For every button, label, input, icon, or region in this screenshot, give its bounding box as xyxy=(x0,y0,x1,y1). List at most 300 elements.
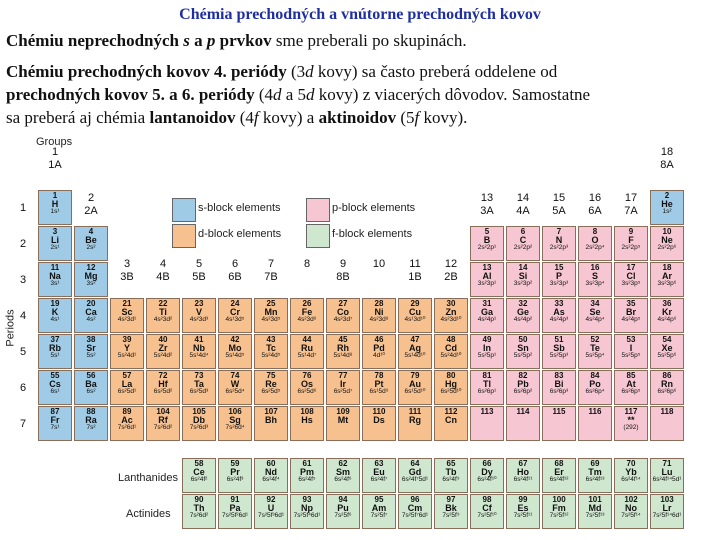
element-number: 59 xyxy=(230,459,240,468)
element-number: 90 xyxy=(194,495,204,504)
element-Be xyxy=(74,226,108,261)
element-symbol: Db xyxy=(193,415,205,425)
element-I xyxy=(614,334,648,369)
group-number-16 xyxy=(578,192,612,218)
element-config: 3s²3p³ xyxy=(549,280,569,287)
element-symbol: Mo xyxy=(228,343,242,353)
element-config: 5s²5p⁴ xyxy=(585,352,605,359)
group-number-8 xyxy=(290,258,324,271)
element-Po xyxy=(578,370,612,405)
element-Cn xyxy=(434,406,468,441)
element-config: 6s²4f¹⁰ xyxy=(477,476,497,483)
element-number: 112 xyxy=(444,407,458,416)
element-symbol: Hg xyxy=(445,379,457,389)
element-symbol: Ge xyxy=(516,307,529,317)
element-symbol: Lu xyxy=(661,467,673,477)
element-number: 91 xyxy=(230,495,240,504)
groups-label: Groups xyxy=(36,136,73,148)
element-number: 105 xyxy=(192,407,206,416)
element-symbol: H xyxy=(51,199,59,209)
element-config: 5s² xyxy=(86,352,96,359)
legend-f-label: f-block elements xyxy=(332,228,413,240)
element-symbol: Mg xyxy=(84,271,98,281)
element-number: 27 xyxy=(338,299,348,308)
element-symbol: Ar xyxy=(661,271,672,281)
element-symbol: Yb xyxy=(625,467,637,477)
element-Th xyxy=(182,494,216,529)
element-Ni xyxy=(362,298,396,333)
element-number: 29 xyxy=(410,299,420,308)
element-number: 12 xyxy=(86,263,96,272)
element-Sg xyxy=(218,406,252,441)
period-number-6: 6 xyxy=(20,382,27,394)
element-config: 6s²4f¹¹ xyxy=(513,476,533,483)
element-number: 49 xyxy=(482,335,492,344)
element-113 xyxy=(470,406,504,441)
element-number: 36 xyxy=(662,299,672,308)
element-config: 4s²3d⁶ xyxy=(297,316,317,323)
group-label-18-0: 18 xyxy=(660,146,674,158)
element-H xyxy=(38,190,72,225)
element-B xyxy=(470,226,504,261)
legend-s-swatch xyxy=(172,198,196,222)
period-number-1: 1 xyxy=(20,202,27,214)
element-symbol: C xyxy=(519,235,527,245)
element-number: 66 xyxy=(482,459,492,468)
element-Pb xyxy=(506,370,540,405)
element-number: 69 xyxy=(590,459,600,468)
element-Fr xyxy=(38,406,72,441)
element-symbol: Hf xyxy=(158,379,168,389)
group-label-13-0: 13 xyxy=(480,192,494,204)
element-number: 110 xyxy=(372,407,386,416)
element-number: 114 xyxy=(516,407,530,416)
element-number: 33 xyxy=(554,299,564,308)
slide-title: Chémia prechodných a vnútorne prechodných kovov xyxy=(179,6,541,23)
element-Mg xyxy=(74,262,108,297)
group-number-1 xyxy=(38,146,72,172)
element-config: 7s²6d² xyxy=(153,424,173,431)
element-number: 68 xyxy=(554,459,564,468)
element-Au xyxy=(398,370,432,405)
element-Ra xyxy=(74,406,108,441)
group-number-3 xyxy=(110,258,144,284)
element-config: 5s²5p² xyxy=(513,352,533,359)
element-Mo xyxy=(218,334,252,369)
element-symbol: Hs xyxy=(301,415,313,425)
element-symbol: Ru xyxy=(301,343,313,353)
group-number-7 xyxy=(254,258,288,284)
group-number-6 xyxy=(218,258,252,284)
element-Nd xyxy=(254,458,288,493)
element-config: 7s²5f¹¹ xyxy=(513,512,533,519)
element-config: 5s²5p⁶ xyxy=(657,352,677,359)
element-Tb xyxy=(434,458,468,493)
element-number: 22 xyxy=(158,299,168,308)
element-symbol: V xyxy=(195,307,202,317)
element-config: 7s²5f⁹ xyxy=(442,512,460,519)
element-number: 99 xyxy=(518,495,528,504)
element-symbol: Ca xyxy=(85,307,97,317)
group-number-9 xyxy=(326,258,360,284)
group-label-7-0: 7 xyxy=(267,258,275,270)
element-O xyxy=(578,226,612,261)
element-symbol: Sm xyxy=(335,467,350,477)
element-115 xyxy=(542,406,576,441)
element-Dy xyxy=(470,458,504,493)
group-label-11-0: 11 xyxy=(409,258,421,270)
element-number: 14 xyxy=(518,263,528,272)
element-config: 5s²4d⁵ xyxy=(261,352,281,359)
element-number: 75 xyxy=(266,371,276,380)
element-config: 6s²4f¹³ xyxy=(585,476,605,483)
element-config: 2s¹ xyxy=(50,244,60,251)
element-Nb xyxy=(182,334,216,369)
element-number: 95 xyxy=(374,495,384,504)
element-number: 65 xyxy=(446,459,456,468)
element-number: 111 xyxy=(408,407,422,416)
element-Ge xyxy=(506,298,540,333)
element-config: 6s²6p² xyxy=(513,388,533,395)
element-config: 5s¹4d⁸ xyxy=(333,352,353,359)
element-symbol: Te xyxy=(590,343,600,353)
element-config: 6s²4f⁹ xyxy=(442,476,460,483)
element-symbol: P xyxy=(555,271,562,281)
legend-d-label: d-block elements xyxy=(198,228,282,240)
element-F xyxy=(614,226,648,261)
element-symbol: Pb xyxy=(517,379,529,389)
group-number-10 xyxy=(362,258,396,271)
p4-g: (5 xyxy=(396,108,415,127)
element-Hs xyxy=(290,406,324,441)
element-In xyxy=(470,334,504,369)
element-config: 1s² xyxy=(662,208,672,215)
element-Fm xyxy=(542,494,576,529)
group-label-17-0: 17 xyxy=(624,192,638,204)
element-number: 53 xyxy=(626,335,636,344)
element-number: 87 xyxy=(50,407,60,416)
element-number: 63 xyxy=(374,459,384,468)
element-Cr xyxy=(218,298,252,333)
element-number: 4 xyxy=(88,227,94,236)
element-symbol: Nb xyxy=(193,343,205,353)
element-number: 107 xyxy=(264,407,278,416)
element-number: 81 xyxy=(482,371,492,380)
element-number: 78 xyxy=(374,371,384,380)
element-symbol: Pu xyxy=(337,503,349,513)
element-number: 83 xyxy=(554,371,564,380)
element-symbol: Ta xyxy=(194,379,204,389)
element-number: 104 xyxy=(156,407,170,416)
element-symbol: Ga xyxy=(480,307,493,317)
element-symbol: Be xyxy=(85,235,97,245)
group-label-17-1: 7A xyxy=(624,205,638,217)
element-config: 4s¹3d⁵ xyxy=(225,316,245,323)
element-config: 4s²3d⁵ xyxy=(261,316,281,323)
period-number-7: 7 xyxy=(20,418,27,430)
p1-e: prvkov xyxy=(215,31,272,50)
group-label-3-1: 3B xyxy=(120,271,134,283)
element-symbol: Tl xyxy=(483,379,491,389)
element-symbol: Rb xyxy=(49,343,61,353)
element-symbol: Sb xyxy=(553,343,565,353)
element-config: 5s¹4d⁵ xyxy=(225,352,245,359)
element-number: 94 xyxy=(338,495,348,504)
element-Sm xyxy=(326,458,360,493)
element-number: 9 xyxy=(628,227,634,236)
element-number: 37 xyxy=(50,335,60,344)
element-U xyxy=(254,494,288,529)
element-Yb xyxy=(614,458,648,493)
element-config: 6s¹ xyxy=(50,388,60,395)
element-number: 108 xyxy=(300,407,314,416)
legend-p-swatch xyxy=(306,198,330,222)
element-symbol: Mn xyxy=(264,307,278,317)
element-config: 5s²5p³ xyxy=(549,352,569,359)
element-He xyxy=(650,190,684,225)
element-symbol: Tb xyxy=(445,467,457,477)
p3-a: prechodných kovov 5. a 6. periódy xyxy=(6,85,255,104)
element-config: 4s²4p⁶ xyxy=(657,316,677,323)
element-number: 52 xyxy=(590,335,600,344)
element-Bi xyxy=(542,370,576,405)
element-Zr xyxy=(146,334,180,369)
element-Cs xyxy=(38,370,72,405)
element-Pm xyxy=(290,458,324,493)
element-number: 64 xyxy=(410,459,420,468)
element-number: 21 xyxy=(122,299,132,308)
element-number: 25 xyxy=(266,299,276,308)
element-config: 5s²4d² xyxy=(153,352,173,359)
element-number: 62 xyxy=(338,459,348,468)
element-config: 2s²2p⁶ xyxy=(657,244,677,251)
element-number: 113 xyxy=(480,407,494,416)
element-config: 2s²2p¹ xyxy=(477,244,497,251)
element-Li xyxy=(38,226,72,261)
element-config: 4s¹3d¹⁰ xyxy=(404,316,426,323)
element-symbol: Sr xyxy=(86,343,96,353)
group-label-7-1: 7B xyxy=(264,271,278,283)
element-config: 3s²3p² xyxy=(513,280,533,287)
element-Xe xyxy=(650,334,684,369)
element-config: 4s²3d³ xyxy=(189,316,209,323)
element-symbol: Dy xyxy=(481,467,493,477)
element-number: 47 xyxy=(410,335,420,344)
element-Se xyxy=(578,298,612,333)
legend-d-swatch xyxy=(172,224,196,248)
element-Re xyxy=(254,370,288,405)
p3-m: a 5 xyxy=(281,85,307,104)
element-config: 7s²5f¹⁴6d¹ xyxy=(652,512,682,519)
element-symbol: Pd xyxy=(373,343,385,353)
element-number: 44 xyxy=(302,335,312,344)
element-config: 6s²5d¹⁰ xyxy=(440,388,462,395)
p2-rest: (3 xyxy=(286,62,306,81)
p3-e: kovy) z viacerých dôvodov. Samostatne xyxy=(314,85,591,104)
element-number: 38 xyxy=(86,335,96,344)
element-number: 5 xyxy=(484,227,490,236)
group-label-16-0: 16 xyxy=(588,192,602,204)
element-symbol: Ag xyxy=(409,343,421,353)
element-number: 17 xyxy=(626,263,636,272)
element-config: 6s²4f² xyxy=(190,476,208,483)
element-As xyxy=(542,298,576,333)
element-config: 7s²5f⁶ xyxy=(334,512,352,519)
element-config: 6s²4f⁵ xyxy=(298,476,316,483)
element-number: 39 xyxy=(122,335,132,344)
element-config: 6s²5d⁵ xyxy=(261,388,281,395)
element-N xyxy=(542,226,576,261)
group-label-15-1: 5A xyxy=(552,205,566,217)
element-Cd xyxy=(434,334,468,369)
element-config: 3s²3p⁴ xyxy=(585,280,605,287)
element-S xyxy=(578,262,612,297)
element-Lr xyxy=(650,494,684,529)
element-config: 6s²4f⁶ xyxy=(334,476,352,483)
element-symbol: Fm xyxy=(552,503,566,513)
element-symbol: Nd xyxy=(265,467,277,477)
element-config: 7s²6d⁴ xyxy=(225,424,245,431)
element-symbol: Se xyxy=(589,307,601,317)
element-symbol: As xyxy=(553,307,565,317)
p3-d2: d xyxy=(306,85,315,104)
element-symbol: Os xyxy=(300,379,313,389)
element-number: 70 xyxy=(626,459,636,468)
element-number: 102 xyxy=(624,495,638,504)
element-symbol: Br xyxy=(625,307,636,317)
element-config: 4s²4p¹ xyxy=(477,316,497,323)
element-symbol: Ir xyxy=(339,379,346,389)
element-No xyxy=(614,494,648,529)
lanthanides-label: Lanthanides xyxy=(118,472,178,484)
element-Sc xyxy=(110,298,144,333)
element-** xyxy=(614,406,648,441)
group-label-12-0: 12 xyxy=(444,258,458,270)
element-number: 6 xyxy=(520,227,526,236)
element-config: 5s¹4d⁷ xyxy=(297,352,317,359)
element-number: 92 xyxy=(266,495,276,504)
element-Mn xyxy=(254,298,288,333)
element-number: 98 xyxy=(482,495,492,504)
group-label-9-0: 9 xyxy=(339,258,347,270)
element-Hg xyxy=(434,370,468,405)
element-config: 6s²5d² xyxy=(153,388,173,395)
p4-f1: f xyxy=(253,108,259,127)
element-symbol: No xyxy=(625,503,637,513)
element-symbol: Ni xyxy=(374,307,384,317)
element-Os xyxy=(290,370,324,405)
element-config: 6s²5d⁶ xyxy=(297,388,317,395)
element-number: 72 xyxy=(158,371,168,380)
element-Md xyxy=(578,494,612,529)
element-Co xyxy=(326,298,360,333)
element-number: 79 xyxy=(410,371,420,380)
element-Sn xyxy=(506,334,540,369)
element-number: 74 xyxy=(230,371,240,380)
element-number: 89 xyxy=(122,407,132,416)
element-number: 19 xyxy=(50,299,60,308)
element-number: 77 xyxy=(338,371,348,380)
element-config: 5s²4d¹ xyxy=(117,352,137,359)
element-config: 4s²4p⁴ xyxy=(585,316,605,323)
element-La xyxy=(110,370,144,405)
element-config: 3s¹ xyxy=(50,280,60,287)
group-label-2-0: 2 xyxy=(87,192,95,204)
element-number: 1 xyxy=(52,191,58,200)
group-number-17 xyxy=(614,192,648,218)
element-number: 7 xyxy=(556,227,562,236)
element-number: 31 xyxy=(482,299,492,308)
element-number: 71 xyxy=(662,459,672,468)
element-config: 4s²3d¹⁰ xyxy=(440,316,462,323)
element-Na xyxy=(38,262,72,297)
element-Si xyxy=(506,262,540,297)
element-config: 7s²5f¹⁰ xyxy=(477,512,497,519)
element-Ir xyxy=(326,370,360,405)
element-symbol: Ra xyxy=(85,415,97,425)
element-config: 4s²4p⁵ xyxy=(621,316,641,323)
element-config: 5s²4d¹⁰ xyxy=(440,352,462,359)
element-number: 35 xyxy=(626,299,636,308)
p3-rest: (4 xyxy=(254,85,273,104)
element-symbol: Cl xyxy=(626,271,636,281)
element-config: 6s²5d¹ xyxy=(117,388,137,395)
element-number: 80 xyxy=(446,371,456,380)
element-symbol: Zn xyxy=(445,307,457,317)
element-symbol: Am xyxy=(371,503,387,513)
element-number: 48 xyxy=(446,335,456,344)
group-number-4 xyxy=(146,258,180,284)
legend-f-swatch xyxy=(306,224,330,248)
element-number: 58 xyxy=(194,459,204,468)
element-symbol: Ne xyxy=(661,235,673,245)
element-Eu xyxy=(362,458,396,493)
group-label-14-1: 4A xyxy=(516,205,530,217)
p4-d: kovy) a xyxy=(258,108,319,127)
group-label-18-1: 8A xyxy=(660,159,674,171)
element-config: 6s²4f⁴ xyxy=(262,476,280,483)
element-config: 4s² xyxy=(86,316,96,323)
element-114 xyxy=(506,406,540,441)
element-Te xyxy=(578,334,612,369)
element-symbol: Cf xyxy=(482,503,492,513)
element-Pr xyxy=(218,458,252,493)
element-symbol: Sc xyxy=(121,307,133,317)
element-number: 50 xyxy=(518,335,528,344)
element-At xyxy=(614,370,648,405)
element-symbol: Si xyxy=(518,271,528,281)
element-config: 7s²5f¹³ xyxy=(585,512,605,519)
element-config: 4s¹ xyxy=(50,316,60,323)
element-symbol: Ac xyxy=(121,415,133,425)
element-Kr xyxy=(650,298,684,333)
element-config: 2s²2p⁴ xyxy=(585,244,605,251)
element-number: 30 xyxy=(446,299,456,308)
element-Tl xyxy=(470,370,504,405)
element-symbol: F xyxy=(628,235,634,245)
element-Pt xyxy=(362,370,396,405)
p1-b: s xyxy=(183,31,190,50)
element-config: 6s²6p¹ xyxy=(477,388,497,395)
element-number: 2 xyxy=(664,191,670,200)
group-number-14 xyxy=(506,192,540,218)
element-Cu xyxy=(398,298,432,333)
element-config: 7s²6d³ xyxy=(189,424,209,431)
element-number: 32 xyxy=(518,299,528,308)
element-config: 4s²3d⁷ xyxy=(333,316,353,323)
group-number-5 xyxy=(182,258,216,284)
group-number-13 xyxy=(470,192,504,218)
